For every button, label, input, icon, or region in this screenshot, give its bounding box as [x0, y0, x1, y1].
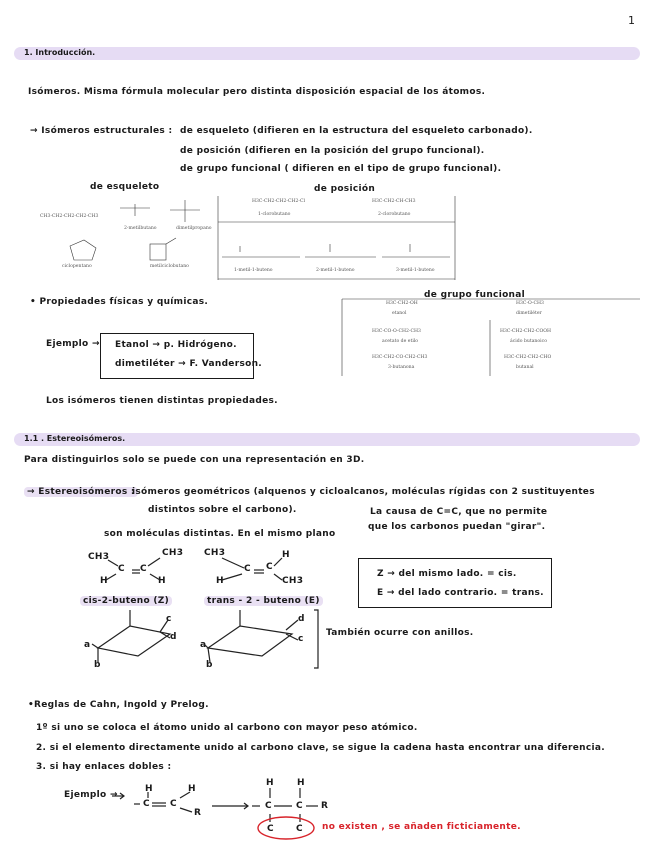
ex-h-top: H — [145, 784, 153, 794]
ex-c-1: C — [143, 799, 150, 809]
figure-name: 3-butanona — [388, 365, 415, 370]
ex2-r: R — [321, 801, 329, 811]
trans-h-right: H — [282, 550, 290, 560]
figure-formula: H3C-CH2-CH2-CH2-Cl — [252, 199, 305, 204]
figure-name: acetato de etilo — [382, 339, 419, 344]
structural-line-3: de grupo funcional ( difieren en el tipo de grupo funcional). — [180, 164, 502, 174]
ex2-c-1: C — [265, 801, 272, 811]
ex-c-2: C — [170, 799, 177, 809]
figure-name: butanal — [516, 365, 534, 370]
rules-title: •Reglas de Cahn, Ingold y Prelog. — [28, 700, 209, 710]
figure-label: ciclopentano — [62, 264, 92, 269]
rule-3: 3. si hay enlaces dobles : — [36, 762, 172, 772]
ex-h-top-right: H — [188, 784, 196, 794]
cis-ch3-right: CH3 — [162, 548, 184, 558]
cause-text-1: La causa de C=C, que no permite — [370, 507, 548, 517]
figure-formula: H3C-CH2-CO-CH2-CH3 — [372, 355, 428, 360]
figure-formula: H3C-CH2-CH2-COOH — [500, 329, 552, 334]
figure-name: 2-metil-1-buteno — [316, 268, 355, 273]
ring1-label-a: a — [84, 640, 91, 650]
rings-note: También ocurre con anillos. — [326, 628, 474, 638]
figure-label: CH3-CH2-CH2-CH2-CH3 — [40, 214, 99, 219]
example-line-1: Etanol → p. Hidrógeno. — [115, 340, 237, 350]
ex2-c-2: C — [296, 801, 303, 811]
figure-formula: H3C-CH2-OH — [386, 301, 418, 306]
properties-text: • Propiedades físicas y químicas. — [30, 297, 209, 307]
ring1-label-b: b — [94, 660, 101, 670]
figure-name: 2-clorobutano — [378, 212, 411, 217]
trans-name-highlight: trans - 2 - buteno (E) — [204, 596, 323, 606]
cis-ch3-left: CH3 — [88, 552, 110, 562]
dummy-atoms-note: no existen , se añaden ficticiamente. — [322, 822, 521, 832]
trans-h-left: H — [216, 576, 224, 586]
column-heading-posicion: de posición — [314, 184, 376, 194]
rule-1: 1º si uno se coloca el átomo unido al carbono con mayor peso atómico. — [36, 723, 418, 733]
stereo-intro-text: Para distinguirlos solo se puede con una representación en 3D. — [24, 455, 365, 465]
distinct-molecules-text: son moléculas distintas. En el mismo plano — [104, 529, 336, 539]
structural-label: → Isómeros estructurales : — [30, 126, 173, 136]
ring2-label-a: a — [200, 640, 207, 650]
column-heading-grupo: de grupo funcional — [424, 290, 526, 300]
trans-c-left: C — [244, 564, 251, 574]
ex2-c-dummy-2: C — [296, 824, 303, 834]
cis-name-highlight: cis-2-buteno (Z) — [80, 596, 172, 606]
figure-formula: H3C-CH2-CH2-CHO — [504, 355, 552, 360]
figure-label: dimetilpropano — [176, 226, 212, 231]
example-line-2: dimetiléter → F. Vanderson. — [115, 359, 263, 369]
structural-line-1: de esqueleto (difieren en la estructura del esqueleto carbonado). — [180, 126, 533, 136]
page-number: 1 — [628, 14, 635, 27]
trans-c-right: C — [266, 562, 273, 572]
cis-h-left: H — [100, 576, 108, 586]
ex2-c-dummy-1: C — [267, 824, 274, 834]
figure-label: metilciclobutano — [150, 264, 189, 269]
ring2-label-c: c — [298, 634, 304, 644]
structural-line-2: de posición (difieren en la posición del grupo funcional). — [180, 146, 485, 156]
rule-2: 2. si el elemento directamente unido al carbono clave, se sigue la cadena hasta encontrar una diferencia. — [36, 743, 605, 753]
column-heading-esqueleto: de esqueleto — [90, 182, 160, 192]
figure-formula: H3C-O-CH3 — [516, 301, 544, 306]
ring1-label-c: c — [166, 614, 172, 624]
figure-name: etanol — [392, 311, 407, 316]
cis-c-right: C — [140, 564, 147, 574]
trans-ch3-right: CH3 — [282, 576, 304, 586]
figure-label: 2-metilbutano — [124, 226, 157, 231]
figure-name: 1-metil-1-buteno — [234, 268, 273, 273]
trans-ch3-left: CH3 — [204, 548, 226, 558]
stereo-label-highlight: → Estereoisómeros : — [24, 487, 138, 497]
z-note: Z → del mismo lado. = cis. — [377, 569, 517, 579]
figure-formula: H3C-CH2-CH-CH3 — [372, 199, 416, 204]
cis-h-right: H — [158, 576, 166, 586]
ex2-h-1: H — [266, 778, 274, 788]
cause-text-2: que los carbonos puedan "girar". — [368, 522, 546, 532]
rules-example-label: Ejemplo → — [64, 790, 118, 800]
geometric-isomers-text-2: distintos sobre el carbono). — [148, 505, 297, 515]
figure-name: 3-metil-1-buteno — [396, 268, 435, 273]
ring2-label-d: d — [298, 614, 305, 624]
ring2-label-b: b — [206, 660, 213, 670]
example-label: Ejemplo → — [46, 339, 100, 349]
geometric-isomers-text: isómeros geométricos (alquenos y cicloalcanos, moléculas rígidas con 2 sustituyentes — [132, 487, 595, 497]
ring1-label-d: d — [170, 632, 177, 642]
figure-name: 1-clorobutano — [258, 212, 291, 217]
section-title: 1. Introducción. — [24, 48, 96, 57]
section-title: 1.1 . Estereoisómeros. — [24, 434, 126, 443]
ex2-h-2: H — [297, 778, 305, 788]
figure-name: ácido butanoico — [510, 339, 547, 344]
ex-r: R — [194, 808, 202, 818]
e-note: E → del lado contrario. = trans. — [377, 588, 544, 598]
figure-name: dimetiléter — [516, 311, 542, 316]
definition-text: Isómeros. Misma fórmula molecular pero distinta disposición espacial de los átomos. — [28, 87, 486, 97]
cis-c-left: C — [118, 564, 125, 574]
conclusion-text: Los isómeros tienen distintas propiedades. — [46, 396, 278, 406]
figure-formula: H3C-CO-O-CH2-CH3 — [372, 329, 421, 334]
